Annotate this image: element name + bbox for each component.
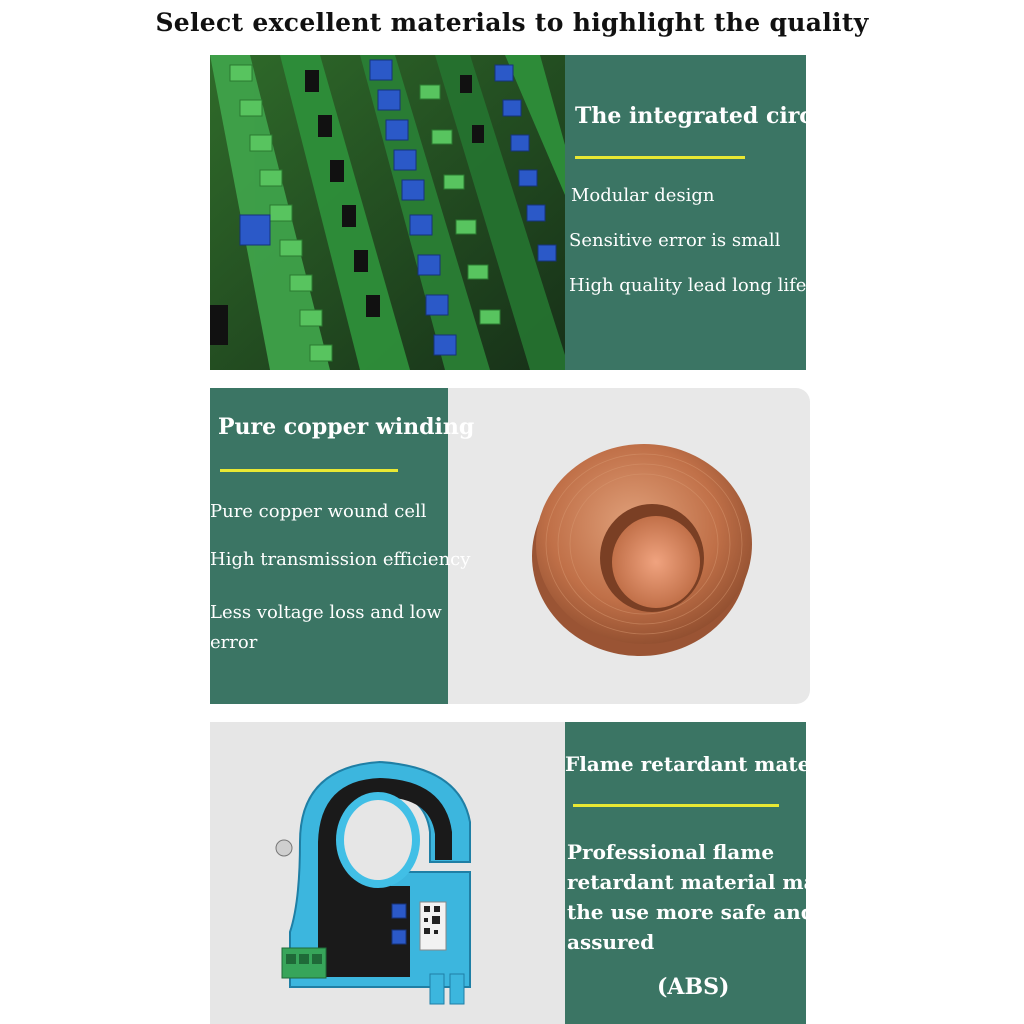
- heading-underline: [573, 804, 779, 807]
- current-sensor-image: [270, 752, 510, 1012]
- feature-line: Sensitive error is small: [569, 230, 781, 251]
- copper-toroid-image: [520, 428, 760, 668]
- integrated-circuit-panel: [210, 55, 848, 370]
- copper-winding-panel: [210, 388, 810, 704]
- feature-line: Pure copper wound cell: [210, 501, 427, 522]
- copper-winding-text: [210, 388, 475, 704]
- feature-line: Less voltage loss and low: [210, 602, 442, 623]
- integrated-circuit-text: [565, 55, 848, 370]
- feature-line: retardant material makes: [567, 870, 855, 894]
- heading-underline: [220, 469, 398, 472]
- feature-line: assured: [567, 930, 655, 954]
- material-note: (ABS): [657, 974, 730, 1000]
- feature-line: error: [210, 632, 258, 653]
- feature-line: Modular design: [571, 185, 715, 206]
- section-heading: The integrated circuit: [575, 103, 848, 129]
- heading-underline: [575, 156, 745, 159]
- feature-line: High quality lead long life: [569, 275, 807, 296]
- feature-line: High transmission efficiency: [210, 549, 471, 570]
- feature-line: Professional flame: [567, 840, 775, 864]
- section-heading: Flame retardant material: [565, 752, 850, 776]
- page-title: Select excellent materials to highlight the quality: [155, 8, 869, 37]
- circuit-boards-photo: [210, 55, 565, 370]
- feature-line: the use more safe and: [567, 900, 815, 924]
- flame-retardant-panel: [210, 722, 855, 1024]
- flame-retardant-text: [565, 722, 855, 1024]
- section-heading: Pure copper winding: [218, 414, 475, 440]
